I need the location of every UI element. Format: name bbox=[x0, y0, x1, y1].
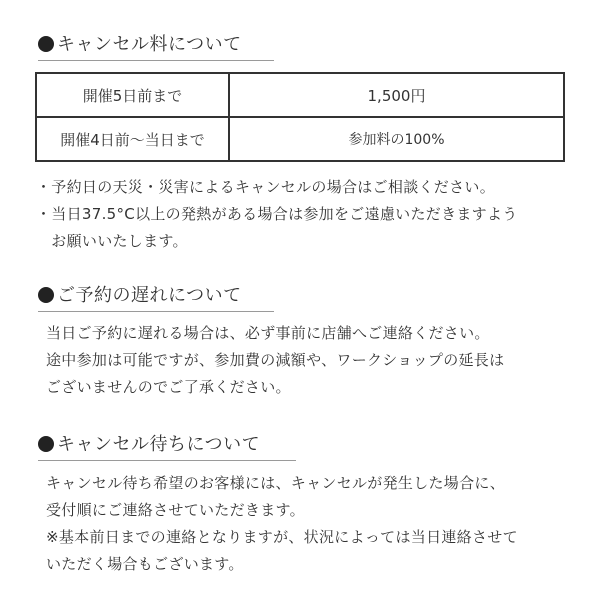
body-line: 当日ご予約に遅れる場合は、必ず事前に店舗へご連絡ください。 bbox=[46, 324, 490, 342]
body-line: ございませんのでご了承ください。 bbox=[46, 378, 291, 396]
heading-underline bbox=[38, 60, 274, 61]
period-cell: 開催4日前〜当日まで bbox=[36, 117, 229, 161]
heading-underline bbox=[38, 311, 274, 312]
fee-cell: 1,500円 bbox=[229, 73, 564, 117]
bullet-icon bbox=[38, 36, 54, 52]
waitlist-heading-text: キャンセル待ちについて bbox=[57, 434, 261, 455]
note-line: ・予約日の天災・災害によるキャンセルの場合はご相談ください。 bbox=[36, 178, 496, 196]
cancellation-fee-heading bbox=[38, 32, 242, 58]
heading-underline bbox=[38, 460, 296, 461]
fee-cell: 参加料の100% bbox=[229, 117, 564, 161]
table-row bbox=[36, 73, 564, 117]
late-arrival-body bbox=[46, 320, 504, 401]
cancellation-fee-heading-text: キャンセル料について bbox=[57, 34, 242, 55]
late-arrival-heading-text: ご予約の遅れについて bbox=[57, 285, 242, 306]
body-line: 途中参加は可能ですが、参加費の減額や、ワークショップの延長は bbox=[46, 351, 505, 369]
bullet-icon bbox=[38, 436, 54, 452]
period-cell: 開催5日前まで bbox=[36, 73, 229, 117]
waitlist-heading bbox=[38, 432, 260, 458]
table-row bbox=[36, 117, 564, 161]
note-line: ・当日37.5°C以上の発熱がある場合は参加をご遠慮いただきますよう bbox=[36, 205, 518, 223]
waitlist-body bbox=[46, 470, 518, 578]
cancellation-notes bbox=[36, 174, 518, 255]
late-arrival-heading bbox=[38, 283, 242, 309]
bullet-icon bbox=[38, 287, 54, 303]
body-line: いただく場合もございます。 bbox=[46, 555, 244, 573]
body-line: キャンセル待ち希望のお客様には、キャンセルが発生した場合に、 bbox=[46, 474, 506, 492]
body-line: ※基本前日までの連絡となりますが、状況によっては当日連絡させて bbox=[46, 528, 518, 546]
note-line: お願いいたします。 bbox=[36, 232, 188, 250]
body-line: 受付順にご連絡させていただきます。 bbox=[46, 501, 305, 519]
cancellation-fee-table bbox=[35, 72, 565, 162]
